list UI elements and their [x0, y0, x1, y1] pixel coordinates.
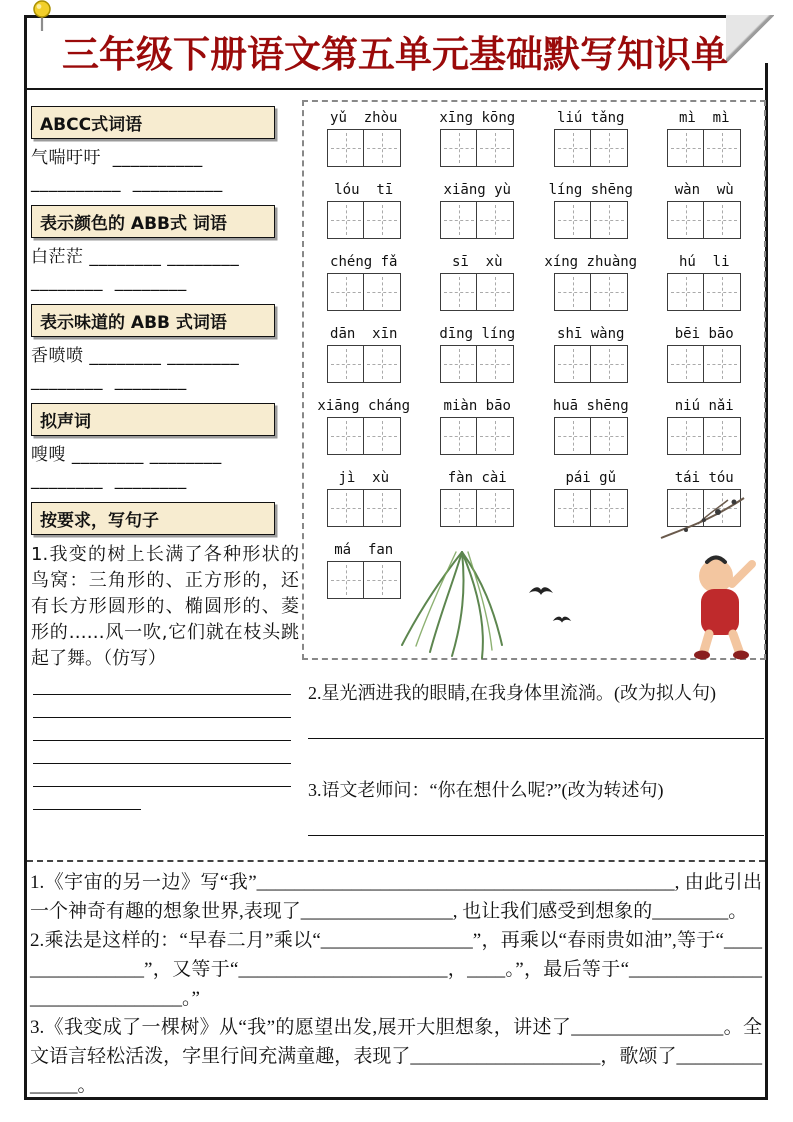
pinyin-label: yǔ zhòu: [330, 110, 398, 126]
word-entry: [534, 182, 648, 239]
pinyin-label: pái gǔ: [565, 470, 617, 486]
writing-boxes: [667, 129, 741, 167]
writing-cell: [667, 129, 705, 167]
pinyin-label: fàn cài: [447, 470, 507, 486]
writing-cell: [440, 201, 478, 239]
writing-cell: [703, 201, 741, 239]
section-header: 拟声词: [31, 403, 275, 436]
writing-cell: [363, 489, 401, 527]
writing-cell: [440, 417, 478, 455]
writing-boxes: [554, 273, 628, 311]
section-example-row: 香喷喷 ________ ________: [31, 346, 240, 366]
writing-cell: [554, 201, 592, 239]
word-entry: [648, 254, 762, 311]
answer-line: [33, 809, 141, 810]
writing-boxes: [327, 561, 401, 599]
word-entry: [421, 398, 535, 455]
writing-cell: [476, 129, 514, 167]
writing-cell: [476, 345, 514, 383]
page-title: 三年级下册语文第五单元基础默写知识单: [62, 33, 728, 76]
writing-cell: [440, 345, 478, 383]
pinyin-label: dīng líng: [439, 326, 516, 342]
word-entry: [307, 326, 421, 383]
pinyin-label: xíng zhuàng: [544, 254, 638, 270]
word-entry: [421, 470, 535, 527]
word-entry: [534, 470, 648, 527]
writing-cell: [440, 273, 478, 311]
question-2: 2.星光洒进我的眼睛,在我身体里流淌。(改为拟人句): [308, 683, 716, 703]
writing-cell: [476, 489, 514, 527]
pinyin-writing-panel: [302, 100, 766, 660]
pinyin-label: xīng kōng: [439, 110, 516, 126]
writing-boxes: [554, 489, 628, 527]
word-type-sections: [31, 106, 299, 493]
writing-boxes: [327, 417, 401, 455]
pinyin-label: miàn bāo: [443, 398, 511, 414]
writing-cell: [363, 273, 401, 311]
answer-line: [33, 694, 291, 695]
writing-cell: [590, 129, 628, 167]
writing-boxes: [554, 201, 628, 239]
word-entry: [534, 254, 648, 311]
writing-section: [31, 502, 299, 810]
bottom-question-1: 1.《宇宙的另一边》写“我”____________________________________________, 由此引出一个神奇有趣的想象世界,表现了________________, 也让我们感受到想象的________。: [30, 872, 762, 922]
writing-boxes: [554, 129, 628, 167]
section-blank-row: __________ __________: [31, 173, 223, 193]
writing-cell: [554, 345, 592, 383]
writing-cell: [363, 417, 401, 455]
pinyin-label: xiāng yù: [443, 182, 511, 198]
writing-cell: [476, 417, 514, 455]
writing-boxes: [440, 201, 514, 239]
writing-cell: [590, 201, 628, 239]
pinyin-label: shī wàng: [557, 326, 625, 342]
section-header: 表示味道的 ABB 式词语: [31, 304, 275, 337]
section-blank-row: ________ ________: [31, 272, 187, 292]
pinyin-label: niú nǎi: [674, 398, 734, 414]
writing-boxes: [667, 489, 741, 527]
writing-boxes: [440, 345, 514, 383]
answer-line: [33, 717, 291, 718]
writing-boxes: [327, 345, 401, 383]
writing-boxes: [327, 273, 401, 311]
sentence-questions: [308, 680, 766, 874]
writing-cell: [554, 417, 592, 455]
fill-in-section: [27, 860, 765, 1100]
writing-cell: [667, 201, 705, 239]
question-1: 1.我变的树上长满了各种形状的鸟窝：三角形的、正方形的，还有长方形圆形的、椭圆形的、菱形的……风一吹,它们就在枝头跳起了舞。（仿写）: [31, 544, 299, 669]
word-entry: [307, 542, 421, 599]
word-entry: [307, 470, 421, 527]
writing-cell: [327, 129, 365, 167]
writing-cell: [590, 345, 628, 383]
answer-line: [33, 740, 291, 741]
writing-boxes: [667, 417, 741, 455]
word-entry: [307, 182, 421, 239]
section-example-row: 嗖嗖 ________ ________: [31, 445, 222, 465]
word-entry: [307, 398, 421, 455]
word-entry: [648, 182, 762, 239]
writing-cell: [667, 417, 705, 455]
writing-cell: [327, 489, 365, 527]
writing-cell: [703, 489, 741, 527]
writing-cell: [440, 489, 478, 527]
writing-boxes: [327, 489, 401, 527]
pinyin-label: hú li: [678, 254, 730, 270]
writing-boxes: [554, 345, 628, 383]
writing-cell: [590, 273, 628, 311]
section-example-row: 气喘吁吁 __________: [31, 148, 203, 168]
word-entry: [421, 254, 535, 311]
section-example-row: 白茫茫 ________ ________: [31, 247, 240, 267]
pinyin-label: dān xīn: [330, 326, 398, 342]
writing-boxes: [440, 489, 514, 527]
question-3: 3.语文老师问：“你在想什么呢?”(改为转述句): [308, 780, 664, 800]
writing-cell: [363, 201, 401, 239]
answer-line: [308, 738, 764, 739]
writing-cell: [363, 561, 401, 599]
word-entry: [307, 110, 421, 167]
pinyin-label: líng shēng: [548, 182, 633, 198]
writing-cell: [667, 345, 705, 383]
writing-cell: [703, 273, 741, 311]
writing-cell: [554, 273, 592, 311]
word-entry: [421, 326, 535, 383]
pinyin-label: chéng fǎ: [330, 254, 398, 270]
writing-cell: [703, 345, 741, 383]
writing-boxes: [327, 201, 401, 239]
title-divider: [27, 88, 763, 90]
word-entry: [534, 110, 648, 167]
pinyin-label: liú tǎng: [557, 110, 625, 126]
word-entry: [648, 326, 762, 383]
writing-cell: [327, 345, 365, 383]
section-blank-row: ________ ________: [31, 470, 187, 490]
word-type-section: [31, 304, 299, 394]
writing-cell: [363, 345, 401, 383]
writing-boxes: [667, 273, 741, 311]
section-header-writing: 按要求，写句子: [31, 502, 275, 535]
section-header: 表示颜色的 ABB式 词语: [31, 205, 275, 238]
word-type-section: [31, 403, 299, 493]
word-entry: [648, 398, 762, 455]
writing-cell: [590, 417, 628, 455]
pinyin-label: bēi bāo: [674, 326, 734, 342]
pinyin-grid: [304, 102, 764, 607]
word-entry: [421, 110, 535, 167]
writing-cell: [327, 561, 365, 599]
pinyin-label: má fan: [334, 542, 394, 558]
writing-cell: [476, 201, 514, 239]
pinyin-label: xiāng cháng: [317, 398, 411, 414]
word-type-section: [31, 106, 299, 196]
bottom-question-3: 3.《我变成了一棵树》从“我”的愿望出发,展开大胆想象，讲述了________________。全文语言轻松活泼，字里行间充满童趣，表现了____________________，歌颂了______________。: [30, 1017, 762, 1096]
answer-line: [308, 835, 764, 836]
pinyin-label: tái tóu: [674, 470, 734, 486]
word-entry: [421, 182, 535, 239]
answer-line: [33, 763, 291, 764]
writing-cell: [440, 129, 478, 167]
writing-boxes: [554, 417, 628, 455]
writing-cell: [667, 273, 705, 311]
writing-cell: [703, 417, 741, 455]
swallow-icon: [552, 614, 572, 625]
word-type-section: [31, 205, 299, 295]
section-blank-row: ________ ________: [31, 371, 187, 391]
pinyin-label: jì xù: [338, 470, 390, 486]
writing-cell: [554, 489, 592, 527]
pinyin-label: mì mì: [678, 110, 730, 126]
writing-boxes: [327, 129, 401, 167]
writing-cell: [327, 417, 365, 455]
writing-cell: [667, 489, 705, 527]
answer-line: [33, 786, 291, 787]
writing-cell: [327, 201, 365, 239]
left-column: [31, 100, 299, 819]
writing-cell: [363, 129, 401, 167]
word-entry: [648, 470, 762, 527]
writing-boxes: [440, 273, 514, 311]
pinyin-label: lóu tī: [334, 182, 394, 198]
word-entry: [534, 326, 648, 383]
bottom-question-2: 2.乘法是这样的：“早春二月”乘以“________________”，再乘以“春雨贵如油”,等于“________________”，又等于“______________________，____。”，最后等于“______________________________。”: [30, 930, 762, 1009]
pinyin-label: sī xù: [451, 254, 503, 270]
pinyin-label: wàn wù: [674, 182, 734, 198]
writing-boxes: [440, 129, 514, 167]
writing-cell: [703, 129, 741, 167]
writing-cell: [554, 129, 592, 167]
writing-cell: [476, 273, 514, 311]
word-entry: [307, 254, 421, 311]
section-header: ABCC式词语: [31, 106, 275, 139]
word-entry: [534, 398, 648, 455]
writing-boxes: [667, 345, 741, 383]
writing-boxes: [667, 201, 741, 239]
writing-boxes: [440, 417, 514, 455]
writing-cell: [327, 273, 365, 311]
writing-cell: [590, 489, 628, 527]
word-entry: [648, 110, 762, 167]
pinyin-label: huā shēng: [552, 398, 629, 414]
